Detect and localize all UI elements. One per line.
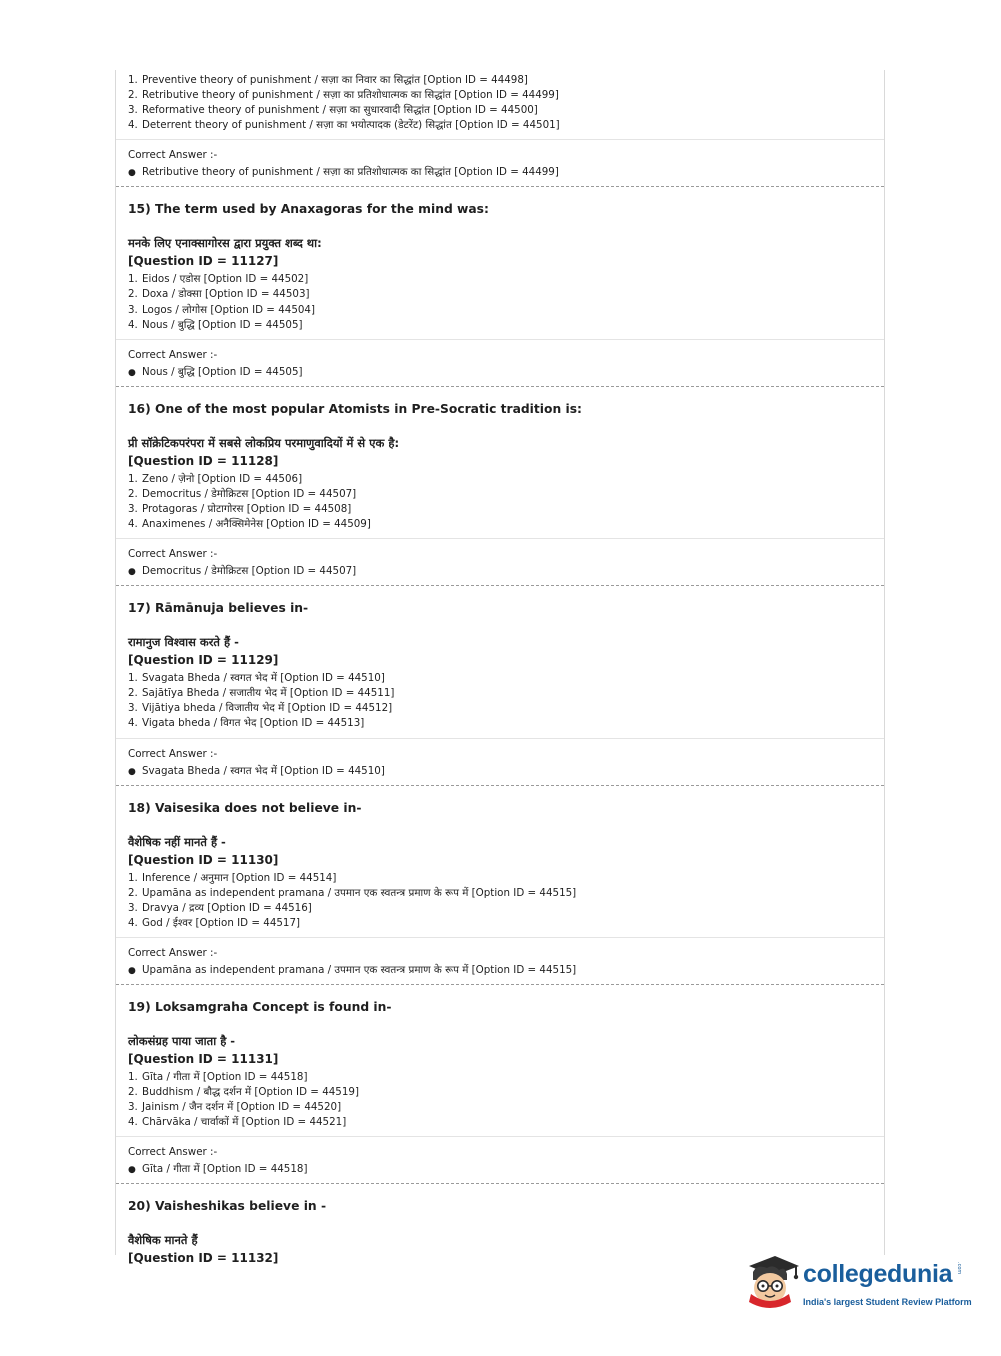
question-hindi: प्री सॉक्रेटिकपरंपरा में सबसे लोकप्रिय परमाणुवादियों में से एक है: (128, 435, 400, 450)
question-hindi: मनके लिए एनाक्सागोरस द्वारा प्रयुक्त शब्द था: (128, 236, 322, 251)
option-item: 3. Vijātiya bheda / विजातीय भेद में [Option ID = 44512] (128, 702, 393, 715)
option-item: 1. Inference / अनुमान [Option ID = 44514] (128, 871, 337, 884)
bullet-icon: ● (128, 168, 136, 179)
options-list (116, 668, 884, 737)
option-item: 3. Reformative theory of punishment / सज़ा का सुधारवादी सिद्धांत [Option ID = 44500] (128, 104, 538, 117)
logo-wordmark: collegedunia (803, 1260, 953, 1288)
question-title: 18) Vaisesika does not believe in- (128, 800, 362, 815)
question-hindi: रामानुज विश्वास करते हैं - (128, 635, 239, 650)
correct-answer-section (116, 1136, 884, 1178)
options-list (116, 70, 884, 139)
question-id: [Question ID = 11130] (128, 852, 279, 867)
option-item: 2. Democritus / डेमोक्रिटस [Option ID = 44507] (128, 487, 357, 500)
question-title: 16) One of the most popular Atomists in Pre-Socratic tradition is: (128, 401, 582, 416)
option-item: 2. Sajātīya Bheda / सजातीय भेद में [Option ID = 44511] (128, 687, 395, 700)
correct-answer-label: Correct Answer :- (128, 548, 218, 561)
question-id: [Question ID = 11128] (128, 453, 279, 468)
correct-answer-section (116, 538, 884, 580)
question-16-block (116, 386, 884, 580)
question-hindi: वैशेषिक मानते हैं (128, 1233, 198, 1248)
option-item: 3. Dravya / द्रव्य [Option ID = 44516] (128, 901, 312, 914)
correct-answer-label: Correct Answer :- (128, 946, 218, 959)
question-title: 17) Rāmānuja believes in- (128, 601, 309, 616)
option-item: 4. Anaximenes / अनैक्सिमेनेस [Option ID = 44509] (128, 518, 371, 531)
question-id: [Question ID = 11132] (128, 1251, 279, 1266)
question-paper-page (115, 70, 885, 1266)
option-item: 3. Protagoras / प्रोटागोरस [Option ID = 44508] (128, 502, 352, 515)
question-id: [Question ID = 11127] (128, 254, 279, 269)
correct-answer-value: ● Svagata Bheda / स्वगत भेद में [Option ID = 44510] (128, 764, 872, 780)
option-item: 2. Upamāna as independent pramana / उपमान एक स्वतन्त्र प्रमाण के रूप में [Option ID = 44515] (128, 886, 577, 899)
option-item: 1. Svagata Bheda / स्वगत भेद में [Option ID = 44510] (128, 672, 385, 685)
logo-domain-suffix: .com (956, 1262, 962, 1275)
question-id: [Question ID = 11129] (128, 653, 279, 668)
correct-answer-value: ● Gīta / गीता में [Option ID = 44518] (128, 1162, 872, 1178)
bullet-icon: ● (128, 1165, 136, 1176)
option-item: 1. Eidos / एडोस [Option ID = 44502] (128, 273, 309, 286)
correct-answer-label: Correct Answer :- (128, 348, 218, 361)
correct-answer-section (116, 937, 884, 979)
option-item: 1. Preventive theory of punishment / सज़ा का निवार का सिद्धांत [Option ID = 44498] (128, 74, 528, 86)
option-item: 2. Doxa / डोक्सा [Option ID = 44503] (128, 288, 310, 301)
correct-answer-value: ● Nous / बुद्धि [Option ID = 44505] (128, 365, 872, 381)
correct-answer-value: ● Democritus / डेमोक्रिटस [Option ID = 44507] (128, 564, 872, 580)
option-item: 4. Vigata bheda / विगत भेद [Option ID = 44513] (128, 717, 365, 730)
question-14-block (116, 70, 884, 181)
question-title: 19) Loksamgraha Concept is found in- (128, 999, 392, 1014)
option-item: 1. Zeno / ज़ेनो [Option ID = 44506] (128, 472, 303, 485)
question-hindi: लोकसंग्रह पाया जाता है - (128, 1033, 236, 1048)
option-item: 4. Chārvāka / चार्वाकों में [Option ID = 44521] (128, 1116, 347, 1129)
option-item: 2. Buddhism / बौद्ध दर्शन में [Option ID = 44519] (128, 1085, 359, 1098)
bullet-icon: ● (128, 766, 136, 777)
bullet-icon: ● (128, 367, 136, 378)
collegedunia-logo[interactable] (743, 1250, 973, 1320)
question-hindi: वैशेषिक नहीं मानते हैं - (128, 834, 226, 849)
question-19-block (116, 984, 884, 1178)
correct-answer-section (116, 339, 884, 381)
correct-answer-value: ● Retributive theory of punishment / सज़ा का प्रतिशोधात्मक का सिद्धांत [Option ID = 44499] (128, 165, 872, 181)
options-list (116, 868, 884, 937)
bullet-icon: ● (128, 567, 136, 578)
correct-answer-section (116, 139, 884, 181)
question-15-block (116, 186, 884, 380)
correct-answer-label: Correct Answer :- (128, 747, 218, 760)
question-18-block (116, 785, 884, 979)
question-id: [Question ID = 11131] (128, 1051, 279, 1066)
option-item: 4. God / ईश्वर [Option ID = 44517] (128, 916, 301, 929)
options-list (116, 269, 884, 338)
options-list (116, 1067, 884, 1136)
question-title: 20) Vaisheshikas believe in - (128, 1199, 327, 1214)
option-item: 3. Jainism / जैन दर्शन में [Option ID = 44520] (128, 1101, 342, 1114)
correct-answer-label: Correct Answer :- (128, 149, 218, 162)
correct-answer-value: ● Upamāna as independent pramana / उपमान एक स्वतन्त्र प्रमाण के रूप में [Option ID = 44515] (128, 963, 872, 979)
option-item: 3. Logos / लोगोस [Option ID = 44504] (128, 303, 315, 316)
logo-tagline: India's largest Student Review Platform (803, 1297, 972, 1307)
correct-answer-label: Correct Answer :- (128, 1146, 218, 1159)
question-17-block (116, 585, 884, 779)
option-item: 4. Deterrent theory of punishment / सज़ा का भयोत्पादक (डेटरेंट) सिद्धांत [Option ID = 44501] (128, 119, 560, 132)
option-item: 2. Retributive theory of punishment / सज़ा का प्रतिशोधात्मक का सिद्धांत [Option ID = 44499] (128, 89, 559, 102)
bullet-icon: ● (128, 965, 136, 976)
option-item: 1. Gīta / गीता में [Option ID = 44518] (128, 1070, 308, 1083)
options-list (116, 469, 884, 538)
student-mascot-icon (743, 1250, 801, 1310)
option-item: 4. Nous / बुद्धि [Option ID = 44505] (128, 318, 303, 331)
correct-answer-section (116, 738, 884, 780)
question-title: 15) The term used by Anaxagoras for the mind was: (128, 202, 489, 217)
